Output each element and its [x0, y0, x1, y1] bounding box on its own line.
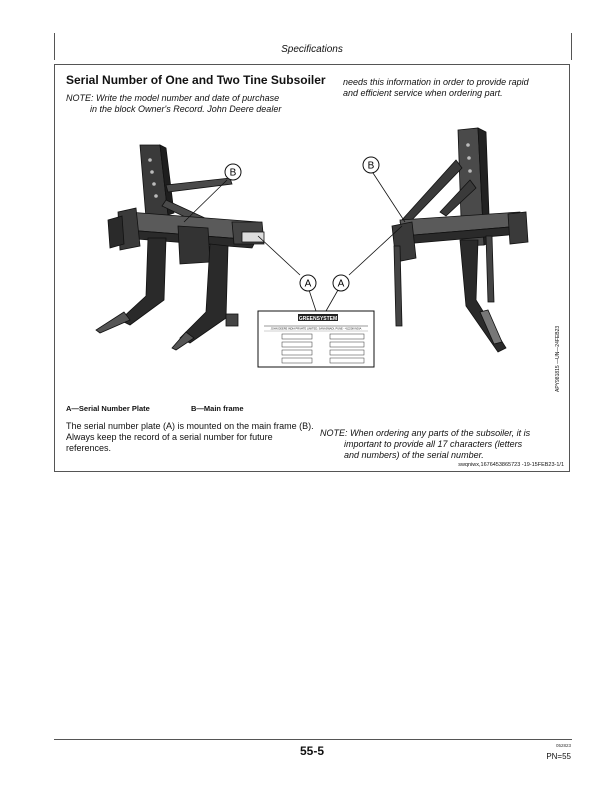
body-paragraph: The serial number plate (A) is mounted on the main frame (B). Always keep the record of a serial number for future references.	[66, 421, 314, 453]
note2-line-2: important to provide all 17 characters (letters	[344, 439, 523, 449]
plate-company: JOHN DEERE INDIA PRIVATE LIMITED, SANASWADI, PUNE - 412208 INDIA	[270, 327, 362, 331]
note-line-2: in the block Owner's Record. John Deere dealer	[90, 104, 282, 114]
pn-label: PN=55	[546, 752, 571, 761]
note2-line-3: and numbers) of the serial number.	[344, 450, 484, 460]
plate-brand: GREENSYSTEM	[298, 316, 338, 322]
page-number: 55-5	[299, 744, 325, 758]
caption-a: A—Serial Number Plate	[66, 404, 150, 413]
note-line-1: NOTE: Write the model number and date of purchase	[66, 93, 280, 103]
header-title: Specifications	[281, 44, 343, 55]
note-cont-line-1: needs this information in order to provide rapid	[343, 77, 529, 87]
reference-code: swqniwx,1676453865723 -19-15FEB23-1/1	[458, 462, 564, 468]
caption-b: B—Main frame	[191, 404, 244, 413]
section-title: Serial Number of One and Two Tine Subsoiler	[66, 73, 326, 87]
note2-line-1: NOTE: When ordering any parts of the subsoiler, it is	[320, 428, 531, 438]
footer-code: 052823	[555, 743, 571, 748]
figure-id: APY981815 —UN—24FEB23	[555, 325, 561, 392]
callout-b-label-2: B	[367, 160, 375, 172]
callout-b-label: B	[229, 167, 237, 179]
note-ordering-parts	[320, 428, 565, 461]
footer-rule	[54, 739, 572, 740]
note-cont-line-2: and efficient service when ordering part.	[343, 88, 503, 98]
callout-a-label: A	[304, 278, 312, 290]
one-tine-subsoiler-drawing	[392, 128, 528, 352]
callout-a-label-2: A	[337, 278, 345, 290]
